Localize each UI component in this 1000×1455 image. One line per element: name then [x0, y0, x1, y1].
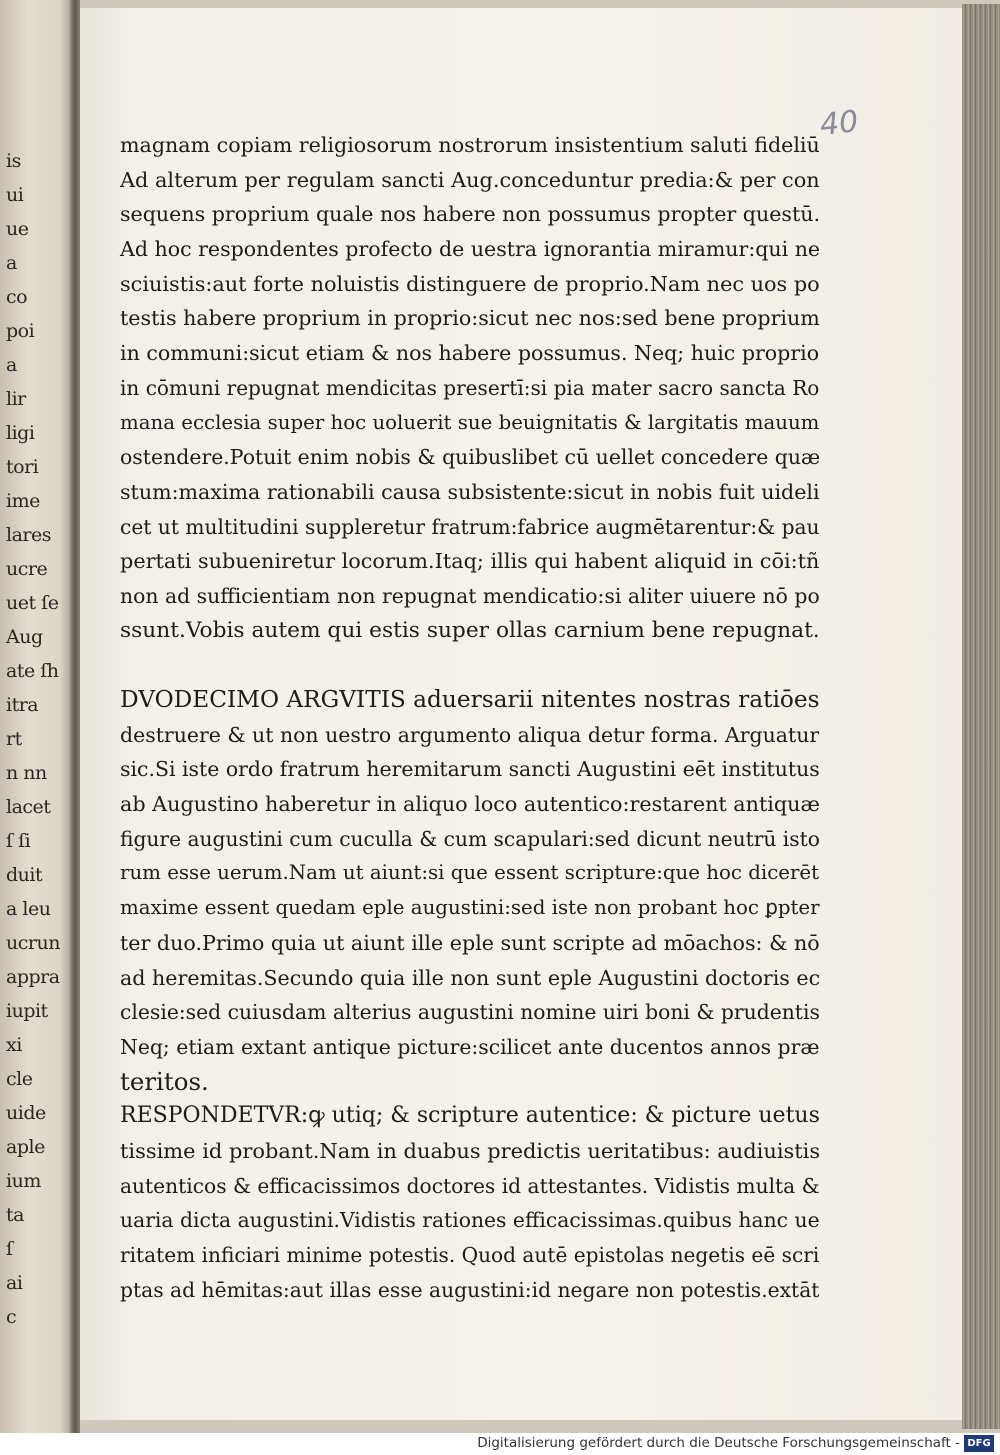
text-line: in cōmuni repugnat mendicitas presertī:si pia mater sacro sancta Ro — [120, 375, 820, 400]
text-line: ter duo.Primo quia ut aiunt ille eple sunt scripte ad mōachos: & nō — [120, 930, 820, 955]
left-page-fragment: xi — [6, 1034, 22, 1056]
left-page-fragment: ſ ſi — [6, 830, 31, 852]
text-line: uaria dicta augustini.Vidistis rationes efficacissimas.quibus hanc ue — [120, 1208, 820, 1233]
text-line: maxime essent quedam eple augustini:sed iste non probant hoc ꝑpter — [120, 896, 820, 920]
left-page-fragment: rt — [6, 728, 22, 750]
left-page-fragment: uet ſe — [6, 592, 59, 614]
text-line: DVODECIMO ARGVITIS aduersarii nitentes nostras ratiōes — [120, 686, 820, 713]
left-page-fragment: ue — [6, 218, 29, 240]
text-line: Ad hoc respondentes profecto de uestra ignorantia miramur:qui ne — [120, 237, 821, 262]
left-page-fragment: ui — [6, 184, 24, 206]
left-page-fragment: ucrun — [6, 932, 60, 954]
left-page-fragment: ta — [6, 1204, 24, 1226]
text-line: RESPONDETVR:ꝙ utiq; & scripture autentice: & picture uetus — [120, 1103, 820, 1129]
left-page-fragment: Aug — [6, 626, 43, 648]
left-page-fragment: aple — [6, 1136, 45, 1158]
text-line: teritos. — [120, 1066, 209, 1096]
text-line: ritatem inficiari minime potestis. Quod autē epistolas negetis eē scri — [120, 1243, 820, 1267]
left-page-fragment: lares — [6, 524, 51, 546]
text-line: testis habere proprium in proprio:sicut nec nos:sed bene proprium — [120, 306, 820, 331]
text-line: autenticos & efficacissimos doctores id attestantes. Vidistis multa & — [120, 1173, 820, 1198]
text-line: rum esse uerum.Nam ut aiunt:si que essent scripture:que hoc dicerēt — [120, 861, 820, 885]
paragraph-gap — [120, 648, 820, 683]
text-line: cet ut multitudini suppleretur fratrum:fabrice augmētarentur:& pau — [120, 514, 820, 539]
left-page-fragment: iupit — [6, 1000, 48, 1022]
text-line: non ad sufficientiam non repugnat mendicatio:si aliter uiuere nō po — [120, 583, 820, 608]
left-page-fragment: ucre — [6, 558, 48, 580]
text-line: sciuistis:aut forte noluistis distinguere de proprio.Nam nec uos po — [120, 271, 820, 296]
text-line: ab Augustino haberetur in aliquo loco autentico:restarent antiquæ — [120, 792, 820, 817]
text-line: figure augustini cum cuculla & cum scapulari:sed dicunt neutrū isto — [120, 826, 820, 851]
left-page-fragment: ai — [6, 1272, 23, 1294]
text-line: destruere & ut non uestro argumento aliqua detur forma. Arguatur — [120, 722, 820, 747]
text-line: tissime id probant.Nam in duabus predictis ueritatibus: audiuistis — [120, 1138, 821, 1163]
book-gutter — [70, 0, 80, 1433]
text-line: pertati subueniretur locorum.Itaq; illis qui habent aliquid in cōi:tñ — [120, 549, 820, 574]
text-line: clesie:sed cuiusdam alterius augustini nomine uiri boni & prudentis — [120, 1000, 820, 1025]
text-line: mana ecclesia super hoc uoluerit sue beuignitatis & largitatis mauum — [120, 410, 820, 434]
left-page-fragment: c — [6, 1306, 17, 1328]
left-page-fragment: co — [6, 286, 28, 308]
left-page-fragment: cle — [6, 1068, 33, 1090]
left-page-fragment: n nn — [6, 762, 47, 784]
text-line: magnam copiam religiosorum nostrorum insistentium saluti fideliū — [120, 133, 820, 157]
text-line: Neq; etiam extant antique picture:scilicet ante ducentos annos præ — [120, 1034, 820, 1059]
text-line: Ad alterum per regulam sancti Aug.conceduntur predia:& per con — [120, 167, 820, 192]
left-page-fragment: a — [6, 252, 17, 274]
left-page-fragment: tori — [6, 456, 39, 478]
text-line: ad heremitas.Secundo quia ille non sunt eple Augustini doctoris ec — [120, 965, 821, 990]
footer-bar — [0, 1433, 1000, 1455]
folio-number: 40 — [818, 104, 860, 143]
footer-credit: Digitalisierung gefördert durch die Deutsche Forschungsgemeinschaft - — [477, 1435, 960, 1451]
text-line: ptas ad hēmitas:aut illas esse augustini:id negare non potestis.extāt — [120, 1277, 820, 1302]
left-page-fragment: a — [6, 354, 17, 376]
left-page-fragment: is — [6, 150, 21, 172]
left-page-fragment: ium — [6, 1170, 41, 1192]
dfg-logo: DFG — [964, 1435, 994, 1452]
page-edges — [962, 4, 1000, 1429]
left-page-fragment: uide — [6, 1102, 46, 1124]
left-page-fragment: lacet — [6, 796, 51, 818]
left-page-fragment: itra — [6, 694, 39, 716]
left-page-fragment: duit — [6, 864, 43, 886]
left-page-fragment: ate ſh — [6, 660, 59, 682]
text-line: sic.Si iste ordo fratrum heremitarum sancti Augustini eēt institutus — [120, 757, 820, 782]
text-line: ssunt.Vobis autem qui estis super ollas carnium bene repugnat. — [120, 617, 820, 643]
left-page-fragment: ligi — [6, 422, 35, 444]
left-page-fragment: ſ — [6, 1238, 13, 1260]
text-line: ostendere.Potuit enim nobis & quibuslibet cū uellet concedere quæ — [120, 445, 821, 470]
left-page-fragment: a leu — [6, 898, 51, 920]
text-line: stum:maxima rationabili causa subsistente:sicut in nobis fuit uideli — [120, 479, 820, 504]
left-page-edge — [0, 0, 70, 1433]
left-page-fragment: ime — [6, 490, 40, 512]
text-line: in communi:sicut etiam & nos habere possumus. Neq; huic proprio — [120, 341, 820, 366]
left-page-fragment: appra — [6, 966, 60, 988]
left-page-fragment: poi — [6, 320, 35, 342]
page-text — [120, 128, 820, 1307]
text-line: sequens proprium quale nos habere non possumus propter questū. — [120, 202, 821, 227]
left-page-fragment: lir — [6, 388, 26, 410]
